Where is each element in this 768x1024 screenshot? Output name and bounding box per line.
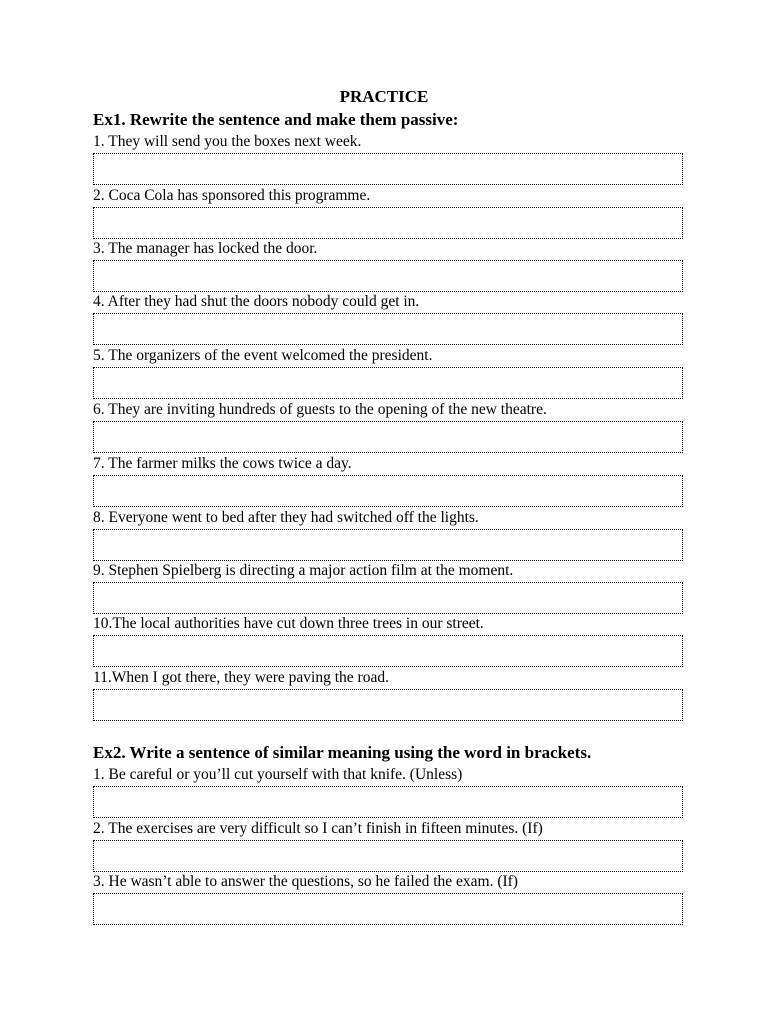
- answer-field[interactable]: [93, 153, 683, 185]
- exercise-2-question-1: [93, 765, 677, 819]
- question-text: 2. Coca Cola has sponsored this programme.: [93, 187, 371, 204]
- exercise-1-question-1: [93, 132, 677, 186]
- answer-field[interactable]: [93, 421, 683, 453]
- question-text: 4. After they had shut the doors nobody could get in.: [93, 293, 420, 310]
- question-text: 1. Be careful or you’ll cut yourself with that knife. (Unless): [93, 766, 463, 783]
- answer-field[interactable]: [93, 260, 683, 292]
- exercise-1-question-8: [93, 508, 677, 562]
- answer-field[interactable]: [93, 840, 683, 872]
- exercise-1-question-3: [93, 239, 677, 293]
- exercise-1-question-11: [93, 668, 677, 722]
- question-text: 1. They will send you the boxes next week.: [93, 133, 362, 150]
- answer-field[interactable]: [93, 635, 683, 667]
- exercise-2-question-2: [93, 819, 677, 873]
- exercise-1-heading: Ex1. Rewrite the sentence and make them passive:: [93, 110, 459, 129]
- answer-field[interactable]: [93, 475, 683, 507]
- exercise-1-question-6: [93, 400, 677, 454]
- question-text: 3. The manager has locked the door.: [93, 240, 318, 257]
- question-text: 7. The farmer milks the cows twice a day.: [93, 455, 352, 472]
- exercise-1-question-9: [93, 561, 677, 615]
- answer-field[interactable]: [93, 582, 683, 614]
- exercise-1-question-10: [93, 614, 677, 668]
- question-text: 3. He wasn’t able to answer the questions, so he failed the exam. (If): [93, 873, 518, 890]
- exercise-1-question-4: [93, 292, 677, 346]
- question-text: 8. Everyone went to bed after they had switched off the lights.: [93, 509, 479, 526]
- page-title: PRACTICE: [339, 87, 429, 106]
- question-text: 11.When I got there, they were paving the road.: [93, 669, 389, 686]
- question-text: 2. The exercises are very difficult so I can’t finish in fifteen minutes. (If): [93, 820, 543, 837]
- question-text: 9. Stephen Spielberg is directing a major action film at the moment.: [93, 562, 514, 579]
- exercise-1-question-2: [93, 186, 677, 240]
- question-text: 5. The organizers of the event welcomed the president.: [93, 347, 433, 364]
- question-text: 6. They are inviting hundreds of guests to the opening of the new theatre.: [93, 401, 547, 418]
- answer-field[interactable]: [93, 689, 683, 721]
- exercise-2-question-3: [93, 872, 677, 926]
- exercise-2-heading: Ex2. Write a sentence of similar meaning using the word in brackets.: [93, 743, 592, 762]
- answer-field[interactable]: [93, 529, 683, 561]
- exercise-1-question-7: [93, 454, 677, 508]
- exercise-1-question-5: [93, 346, 677, 400]
- answer-field[interactable]: [93, 207, 683, 239]
- answer-field[interactable]: [93, 786, 683, 818]
- answer-field[interactable]: [93, 367, 683, 399]
- answer-field[interactable]: [93, 313, 683, 345]
- question-text: 10.The local authorities have cut down three trees in our street.: [93, 615, 484, 632]
- answer-field[interactable]: [93, 893, 683, 925]
